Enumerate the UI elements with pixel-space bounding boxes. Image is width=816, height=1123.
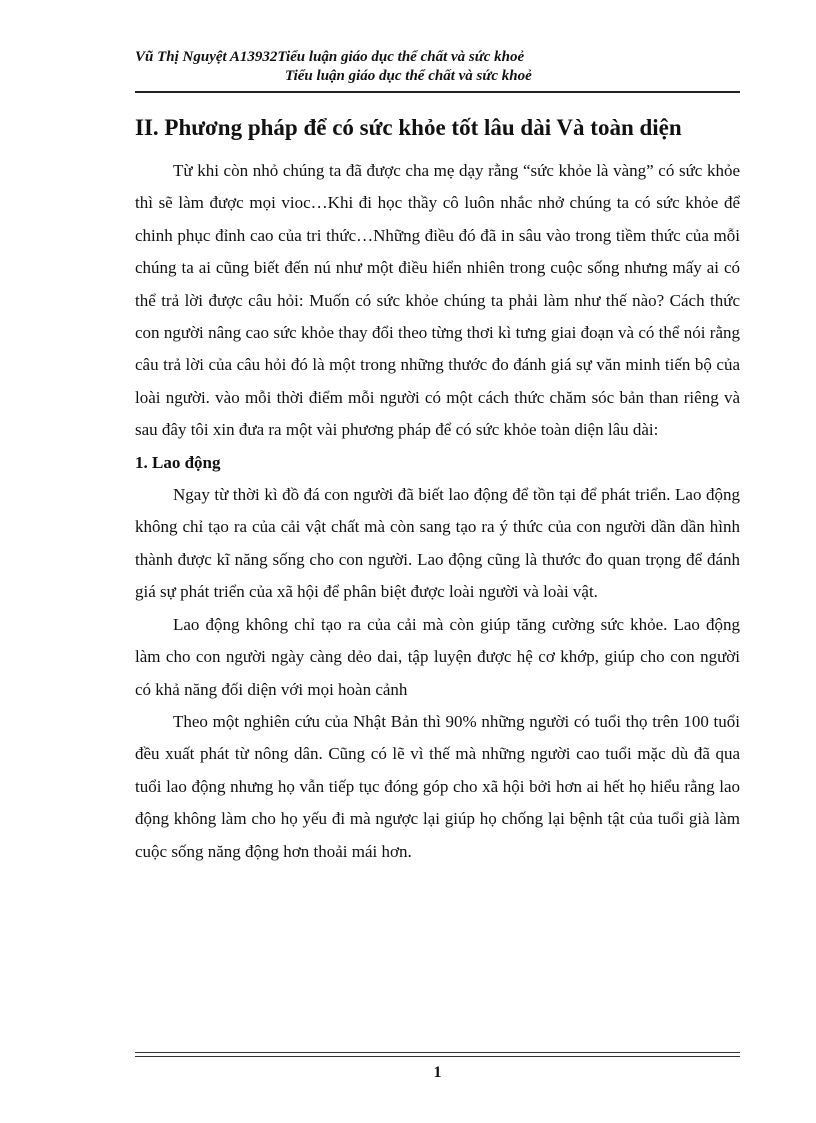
body-paragraph-2: Lao động không chỉ tạo ra của cải mà còn giúp tăng cường sức khỏe. Lao động làm cho con người ngày càng dẻo dai, tập luyện được hệ cơ khớp, giúp cho con người có khả năng đối diện với mọi hoàn cảnh — [135, 614, 740, 699]
section-title: II. Phương pháp để có sức khỏe tốt lâu dài Và toàn diện — [135, 115, 682, 140]
header-divider — [135, 91, 740, 93]
header-author-title: Vũ Thị Nguyệt A13932Tiểu luận giáo dục thể chất và sức khoẻ — [135, 49, 525, 65]
page-number: 1 — [433, 1064, 442, 1081]
body-paragraph-1: Ngay từ thời kì đồ đá con người đã biết lao động để tồn tại để phát triển. Lao động không chỉ tạo ra của cải vật chất mà còn sang tạo ra ý thức của con người dần dần hình thành được kĩ năng sống cho con người. Lao động cũng là thước đo quan trọng để đánh giá sự phát triển của xã hội để phân biệt được loài người và loài vật. — [135, 485, 740, 602]
intro-paragraph: Từ khi còn nhỏ chúng ta đã được cha mẹ dạy rằng “sức khỏe là vàng” có sức khỏe thì sẽ làm được mọi vioc…Khi đi học thầy cô luôn nhắc nhở chúng ta có sức khỏe để chinh phục đỉnh cao của tri thức…Những điều đó đã in sâu vào trong tiềm thức của mỗi chúng ta ai cũng biết đến nú như một điều hiển nhiên trong cuộc sống nhưng mấy ai có thể trả lời được câu hỏi: Muốn có sức khỏe chúng ta phải làm như thế nào? Cách thức con người nâng cao sức khỏe thay đổi theo từng thơi kì tưng giai đoạn và có thể nói rằng câu trả lời của câu hỏi đó là một trong những thước đo đánh giá sự văn minh tiến bộ của loài người. vào mỗi thời điểm mỗi người có một cách thức chăm sóc bản than riêng và sau đây tôi xin đưa ra một vài phương pháp để có sức khỏe toàn diện lâu dài: — [135, 161, 740, 440]
page-header — [135, 48, 740, 86]
document-body — [135, 111, 740, 868]
header-subtitle: Tiểu luận giáo dục thể chất và sức khoẻ — [285, 68, 532, 84]
footer-divider — [135, 1052, 740, 1057]
body-paragraph-3: Theo một nghiên cứu của Nhật Bản thì 90% những người có tuổi thọ trên 100 tuổi đều xuất phát từ nông dân. Cũng có lẽ vì thế mà những người cao tuổi mặc dù đã qua tuổi lao động nhưng họ vẫn tiếp tục đóng góp cho xã hội bởi hơn ai hết họ hiểu rằng lao động không làm cho họ yếu đi mà ngược lại giúp họ chống lại bệnh tật của tuổi già làm cuộc sống năng động hơn thoải mái hơn. — [135, 711, 740, 861]
subsection-heading: 1. Lao động — [135, 452, 221, 472]
